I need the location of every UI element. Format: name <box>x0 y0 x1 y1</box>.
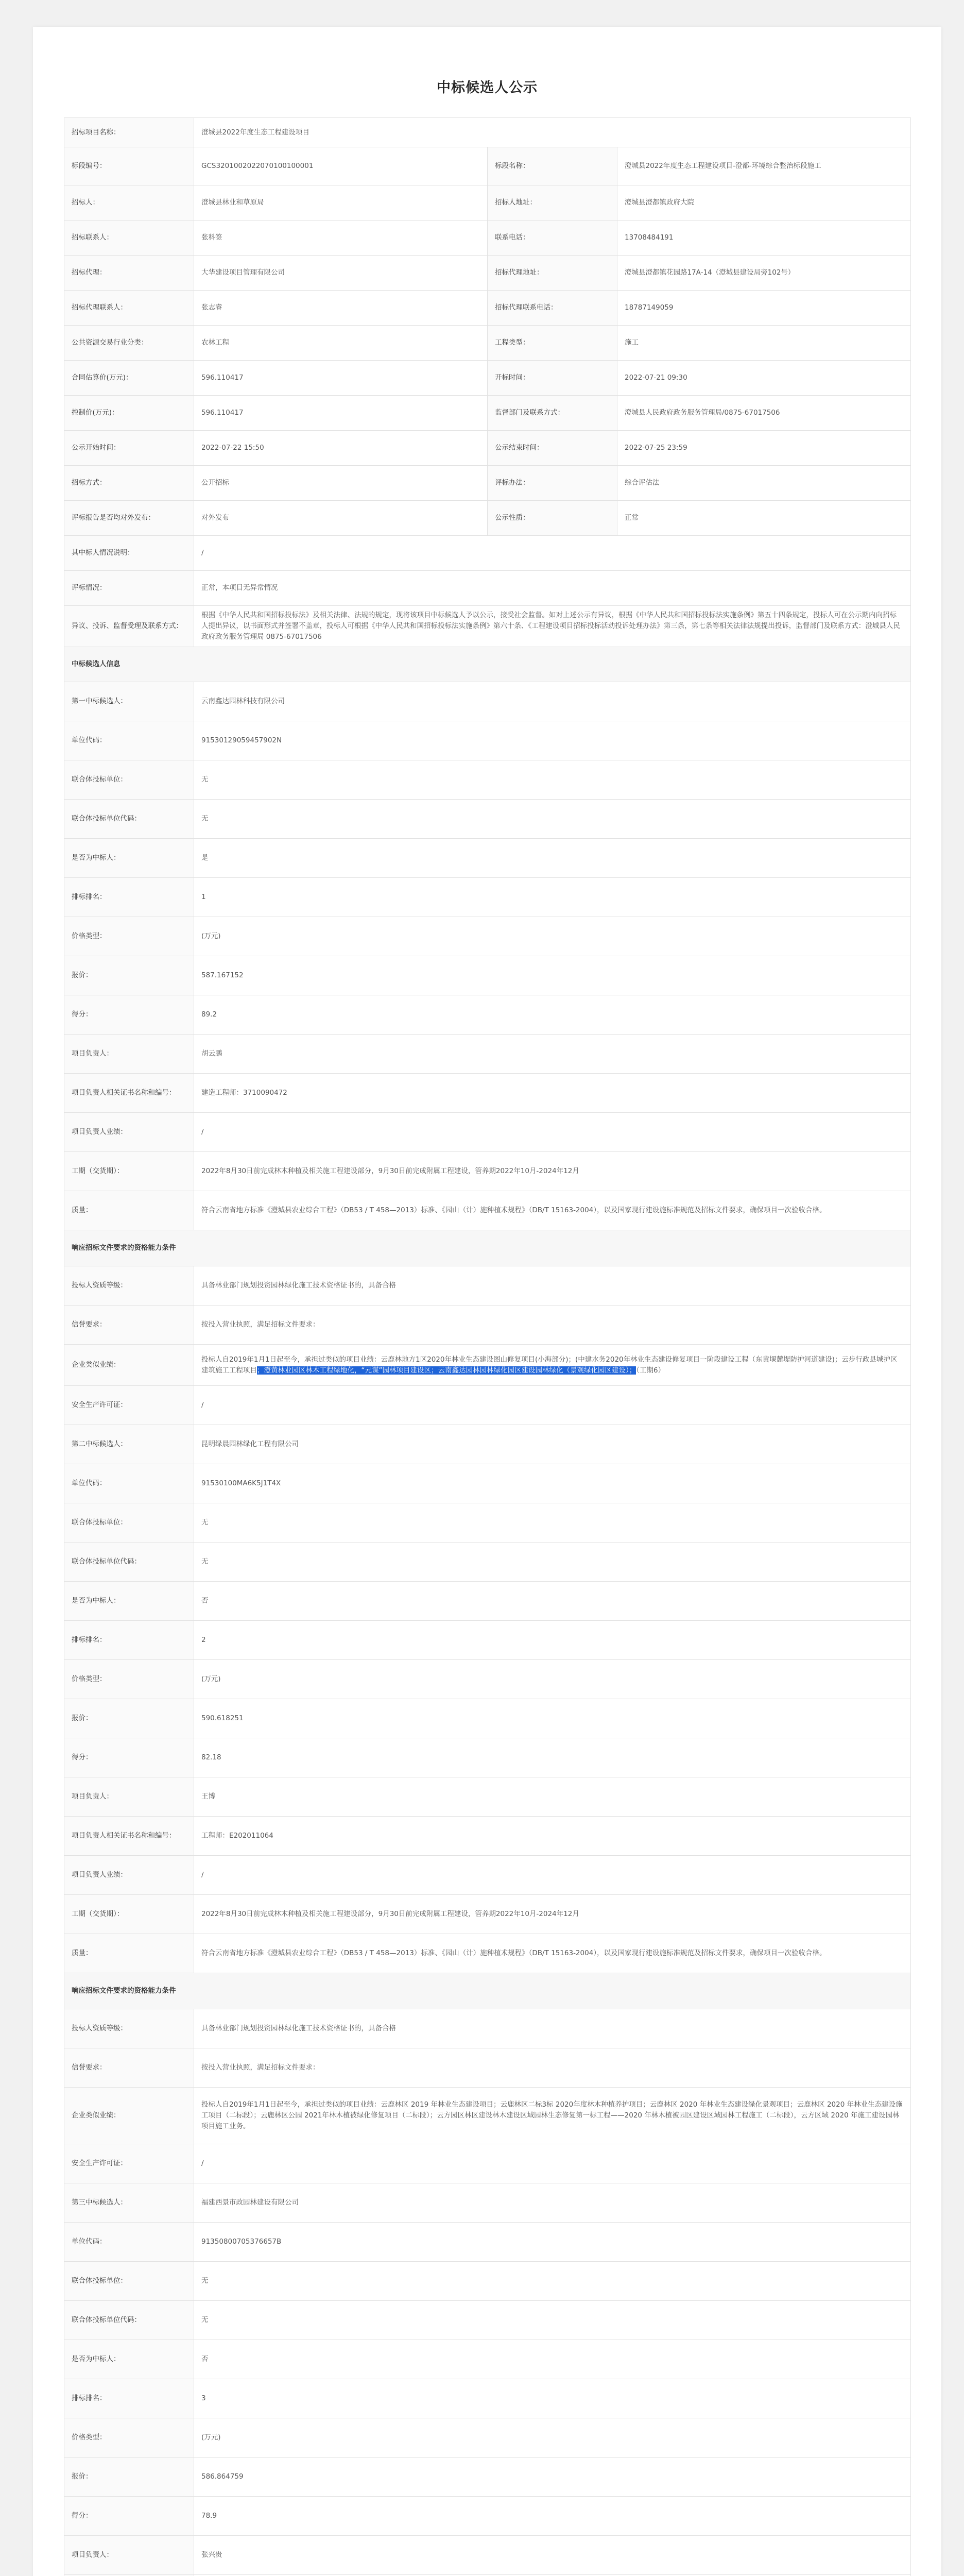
value: 澄城县林业和草原局 <box>194 185 488 221</box>
label: 项目负责人相关证书名称和编号： <box>64 1074 194 1113</box>
perf-text: 投标人自2019年1月1日起至今，承担过类似的项目业绩：云鹿林地方1区2020年林业生态建设图山修复项目(小海部分)；(中建水务2020年林业生态建设修复项目一阶段建设工程（东黄堰麓堤防护河道建设)；云步行政县城护区建筑施工工程项目 <box>201 1355 898 1375</box>
label: 排标排名： <box>64 878 194 917</box>
value: 福建西景市政园林建设有限公司 <box>194 2183 911 2223</box>
value: 公开招标 <box>194 466 488 501</box>
label: 项目负责人业绩： <box>64 1856 194 1895</box>
value: 无 <box>194 2301 911 2340</box>
label: 企业类似业绩： <box>64 1345 194 1386</box>
row-c1-pm <box>64 1035 911 1074</box>
value: 无 <box>194 800 911 839</box>
label: 联系电话： <box>488 221 617 256</box>
value: 农林工程 <box>194 326 488 361</box>
label: 项目负责人： <box>64 1035 194 1074</box>
label: 单位代码： <box>64 721 194 760</box>
row-objection <box>64 606 911 647</box>
label: 第三中标候选人： <box>64 2183 194 2223</box>
row-c2-cert <box>64 1817 911 1856</box>
label: 公示结束时间： <box>488 431 617 466</box>
label: 异议、投诉、监督受理及联系方式： <box>64 606 194 647</box>
value: 具备林业部门规划投资园林绿化施工技术资格证书的，具备合格 <box>194 2009 911 2048</box>
value: 是 <box>194 839 911 878</box>
label: 工期（交货期）： <box>64 1152 194 1191</box>
value <box>194 1345 911 1386</box>
value: (万元) <box>194 917 911 956</box>
label: 项目负责人业绩： <box>64 1113 194 1152</box>
value: 建造工程师：3710090472 <box>194 1074 911 1113</box>
label: 联合体投标单位： <box>64 760 194 800</box>
row-c1-quality <box>64 1191 911 1230</box>
value: 胡云鹏 <box>194 1035 911 1074</box>
value: / <box>194 1856 911 1895</box>
value: 大华建设项目管理有限公司 <box>194 256 488 291</box>
label: 第一中标候选人： <box>64 682 194 721</box>
label: 开标时间： <box>488 361 617 396</box>
row-report <box>64 501 911 536</box>
value: / <box>194 536 911 571</box>
row-contact <box>64 221 911 256</box>
value: 施工 <box>617 326 911 361</box>
label: 招标代理联系人： <box>64 291 194 326</box>
label: 信誉要求： <box>64 1306 194 1345</box>
label: 工程类型： <box>488 326 617 361</box>
row-c2-perf <box>64 2088 911 2144</box>
row-project-name <box>64 118 911 147</box>
label: 价格类型： <box>64 2418 194 2458</box>
selected-text[interactable]: ；澄黄林业园区林木工程绿地化，“元谋”园林项目建设区；云南鑫达园林园林绿化园区建设园林绿化（景观绿化园区建设）； <box>257 1366 636 1375</box>
row-c1-license <box>64 1266 911 1306</box>
label: 招标代理地址： <box>488 256 617 291</box>
value: 2022-07-25 23:59 <box>617 431 911 466</box>
value: 586.864759 <box>194 2458 911 2497</box>
value: 根据《中华人民共和国招标投标法》及相关法律、法规的规定，现将该项目中标候选人予以公示，接受社会监督。如对上述公示有异议，根据《中华人民共和国招标投标法实施条例》第五十四条规定，投标人可在公示期内向招标人提出异议，以书面形式并签署不盖章，投标人可根据《中华人民共和国招标投标法实施条例》第六十条、《工程建设项目招标投标活动投诉处理办法》第三条，第七条等相关法律法规提出投诉，监督部门及联系方式：澄城县人民政府政务服务管理局 0875-67017506 <box>194 606 911 647</box>
value: 18787149059 <box>617 291 911 326</box>
value: 工程师：E202011064 <box>194 1817 911 1856</box>
value: 78.9 <box>194 2497 911 2536</box>
row-c1-safety <box>64 1386 911 1425</box>
label: 报价： <box>64 1699 194 1738</box>
row-c2-pm-perf <box>64 1856 911 1895</box>
value: 2022年8月30日前完成林木种植及相关施工程建设部分，9月30日前完成附属工程建设，管养期2022年10月-2024年12月 <box>194 1152 911 1191</box>
value: 符合云南省地方标准《澄城县农业综合工程》（DB53 / T 458—2013）标准、《园山（计）施种植术规程》（DB/T 15163-2004），以及国家现行建设施标准规范及招标文件要求，确保项目一次验收合格。 <box>194 1934 911 1973</box>
value: 正常 <box>617 501 911 536</box>
row-c1-price-type <box>64 917 911 956</box>
value: 对外发布 <box>194 501 488 536</box>
label: 招标人地址： <box>488 185 617 221</box>
row-c3-price-type <box>64 2418 911 2458</box>
label: 价格类型： <box>64 1660 194 1699</box>
row-c3-consortium <box>64 2262 911 2301</box>
label: 投标人资质等级： <box>64 1266 194 1306</box>
section-title: 响应招标文件要求的资格能力条件 <box>64 1230 911 1266</box>
value: 1 <box>194 878 911 917</box>
row-c1-mgmt <box>64 1306 911 1345</box>
label: 招标代理： <box>64 256 194 291</box>
label: 公示开始时间： <box>64 431 194 466</box>
value: 91350800705376657B <box>194 2223 911 2262</box>
label: 招标人： <box>64 185 194 221</box>
label: 工期（交货期）： <box>64 1895 194 1934</box>
value: 云南鑫达园林科技有限公司 <box>194 682 911 721</box>
row-c1-pm-perf <box>64 1113 911 1152</box>
label: 单位代码： <box>64 1464 194 1503</box>
value: 91530100MA6K5J1T4X <box>194 1464 911 1503</box>
row-c1-score <box>64 995 911 1035</box>
label: 联合体投标单位代码： <box>64 1543 194 1582</box>
section-header <box>64 647 911 682</box>
value: 590.618251 <box>194 1699 911 1738</box>
row-c2-order <box>64 1621 911 1660</box>
row-c1-perf <box>64 1345 911 1386</box>
value: 596.110417 <box>194 396 488 431</box>
label: 联合体投标单位代码： <box>64 2301 194 2340</box>
value: 澄城县2022年度生态工程建设项目-澄都-环境综合整治标段施工 <box>617 147 911 185</box>
row-c3-score <box>64 2497 911 2536</box>
row-c2-price-type <box>64 1660 911 1699</box>
row-c2-consortium <box>64 1503 911 1543</box>
label: 联合体投标单位： <box>64 1503 194 1543</box>
announcement-table <box>64 117 911 2576</box>
label: 得分： <box>64 995 194 1035</box>
value: 82.18 <box>194 1738 911 1777</box>
row-c2-license <box>64 2009 911 2048</box>
row-c3-is-winner <box>64 2340 911 2379</box>
value: 2022年8月30日前完成林木种植及相关施工程建设部分，9月30日前完成附属工程建设，管养期2022年10月-2024年12月 <box>194 1895 911 1934</box>
section-title: 中标候选人信息 <box>64 647 911 682</box>
label: 招标方式： <box>64 466 194 501</box>
row-c3-bid <box>64 2458 911 2497</box>
value: 张兴贵 <box>194 2536 911 2575</box>
row-c1-consortium <box>64 760 911 800</box>
value: 澄城县2022年度生态工程建设项目 <box>194 118 911 147</box>
label: 质量： <box>64 1191 194 1230</box>
value: / <box>194 1386 911 1425</box>
value: 2022-07-22 15:50 <box>194 431 488 466</box>
row-c1-period <box>64 1152 911 1191</box>
value: 投标人自2019年1月1日起至今，承担过类似的项目业绩：云鹿林区 2019 年林业生态建设项目；云鹿林区二标3标 2020年度林木种植养护项目；云鹿林区 2020 年林业生态建设绿化景观项目；云鹿林区 2020 年林业生态建设施工项目（二标段）；云鹿林区公园 2021年林木植被绿化修复项目（二标段）；云方园区林区建设林木建设区域园林生态修复第一标工程——2020 年林木植被园区建设区域园林工程施工（二标段），云方区域 2020 年施工建设园林项目施工业务。 <box>194 2088 911 2144</box>
value: 13708484191 <box>617 221 911 256</box>
row-c2-bid <box>64 1699 911 1738</box>
label: 招标项目名称： <box>64 118 194 147</box>
row-c2-code <box>64 1464 911 1503</box>
label: 标段名称： <box>488 147 617 185</box>
value: 正常，本项目无异常情况 <box>194 571 911 606</box>
value: 否 <box>194 2340 911 2379</box>
label: 标段编号： <box>64 147 194 185</box>
value: GCS3201002022070100100001 <box>194 147 488 185</box>
label: 监督部门及联系方式： <box>488 396 617 431</box>
perf-text-tail: （工期6） <box>636 1366 665 1375</box>
row-section <box>64 147 911 185</box>
row-c1-order <box>64 878 911 917</box>
value: / <box>194 1113 911 1152</box>
value: 按投入营业执照，满足招标文件要求： <box>194 2048 911 2088</box>
label: 安全生产许可证： <box>64 1386 194 1425</box>
row-c2-mgmt <box>64 2048 911 2088</box>
row-tenderer <box>64 185 911 221</box>
row-c2-period <box>64 1895 911 1934</box>
label: 招标联系人： <box>64 221 194 256</box>
value: 无 <box>194 2262 911 2301</box>
section-header <box>64 1230 911 1266</box>
label: 评标报告是否均对外发布： <box>64 501 194 536</box>
value: 2022-07-21 09:30 <box>617 361 911 396</box>
row-c1-bid <box>64 956 911 995</box>
row-c2-safety <box>64 2144 911 2183</box>
row-agency <box>64 256 911 291</box>
value: 无 <box>194 760 911 800</box>
value: 否 <box>194 1582 911 1621</box>
label: 项目负责人相关证书名称和编号： <box>64 1817 194 1856</box>
value: 符合云南省地方标准《澄城县农业综合工程》（DB53 / T 458—2013）标准、《园山（计）施种植术规程》（DB/T 15163-2004），以及国家现行建设施标准规范及招标文件要求，确保项目一次验收合格。 <box>194 1191 911 1230</box>
value: 无 <box>194 1503 911 1543</box>
row-c1-consortium-code <box>64 800 911 839</box>
label: 第二中标候选人： <box>64 1425 194 1464</box>
label: 合同估算价(万元)： <box>64 361 194 396</box>
row-publicity-time <box>64 431 911 466</box>
row-other-bidders <box>64 536 911 571</box>
label: 报价： <box>64 2458 194 2497</box>
value: 王博 <box>194 1777 911 1817</box>
label: 其中标人情况说明： <box>64 536 194 571</box>
value: 张志睿 <box>194 291 488 326</box>
value: 昆明绿晨园林绿化工程有限公司 <box>194 1425 911 1464</box>
row-c3-pm <box>64 2536 911 2575</box>
value: 澄城县澄都镇政府大院 <box>617 185 911 221</box>
row-c1-is-winner <box>64 839 911 878</box>
value: 张科签 <box>194 221 488 256</box>
value: 91530129059457902N <box>194 721 911 760</box>
label: 得分： <box>64 1738 194 1777</box>
label: 信誉要求： <box>64 2048 194 2088</box>
label: 是否为中标人： <box>64 1582 194 1621</box>
label: 评标办法： <box>488 466 617 501</box>
label: 联合体投标单位代码： <box>64 800 194 839</box>
row-c3-order <box>64 2379 911 2418</box>
label: 联合体投标单位： <box>64 2262 194 2301</box>
row-c2-score <box>64 1738 911 1777</box>
label: 报价： <box>64 956 194 995</box>
page-title: 中标候选人公示 <box>437 80 538 96</box>
label: 公示性质： <box>488 501 617 536</box>
label: 质量： <box>64 1934 194 1973</box>
label: 项目负责人： <box>64 2536 194 2575</box>
row-estimate <box>64 361 911 396</box>
label: 排标排名： <box>64 2379 194 2418</box>
row-c2-pm <box>64 1777 911 1817</box>
announcement-page <box>33 27 941 2576</box>
value: 2 <box>194 1621 911 1660</box>
label: 价格类型： <box>64 917 194 956</box>
label: 投标人资质等级： <box>64 2009 194 2048</box>
label: 安全生产许可证： <box>64 2144 194 2183</box>
row-c1-cert <box>64 1074 911 1113</box>
label: 是否为中标人： <box>64 2340 194 2379</box>
row-c1-code <box>64 721 911 760</box>
value: 3 <box>194 2379 911 2418</box>
row-c2-is-winner <box>64 1582 911 1621</box>
value: 澄城县人民政府政务服务管理局/0875-67017506 <box>617 396 911 431</box>
section-title: 响应招标文件要求的资格能力条件 <box>64 1973 911 2009</box>
label: 排标排名： <box>64 1621 194 1660</box>
label: 招标代理联系电话： <box>488 291 617 326</box>
row-c2-consortium-code <box>64 1543 911 1582</box>
label: 是否为中标人： <box>64 839 194 878</box>
value: / <box>194 2144 911 2183</box>
row-c1-rank <box>64 682 911 721</box>
value: 596.110417 <box>194 361 488 396</box>
label: 项目负责人： <box>64 1777 194 1817</box>
section-header <box>64 1973 911 2009</box>
row-method <box>64 466 911 501</box>
label: 公共资源交易行业分类： <box>64 326 194 361</box>
value: 澄城县澄都镇花园路17A-14（澄城县建设局旁102号） <box>617 256 911 291</box>
label: 得分： <box>64 2497 194 2536</box>
value: 无 <box>194 1543 911 1582</box>
row-eval-notes <box>64 571 911 606</box>
row-agency-contact <box>64 291 911 326</box>
value: (万元) <box>194 1660 911 1699</box>
label: 控制价(万元)： <box>64 396 194 431</box>
label: 单位代码： <box>64 2223 194 2262</box>
value: 89.2 <box>194 995 911 1035</box>
label: 企业类似业绩： <box>64 2088 194 2144</box>
label: 评标情况： <box>64 571 194 606</box>
value: (万元) <box>194 2418 911 2458</box>
row-c3-consortium-code <box>64 2301 911 2340</box>
value: 综合评估法 <box>617 466 911 501</box>
row-c2-rank <box>64 1425 911 1464</box>
row-control-price <box>64 396 911 431</box>
value: 587.167152 <box>194 956 911 995</box>
row-c3-rank <box>64 2183 911 2223</box>
row-c2-quality <box>64 1934 911 1973</box>
value: 按投入营业执照，满足招标文件要求： <box>194 1306 911 1345</box>
row-category <box>64 326 911 361</box>
row-c3-code <box>64 2223 911 2262</box>
value: 具备林业部门规划投资园林绿化施工技术资格证书的，具备合格 <box>194 1266 911 1306</box>
